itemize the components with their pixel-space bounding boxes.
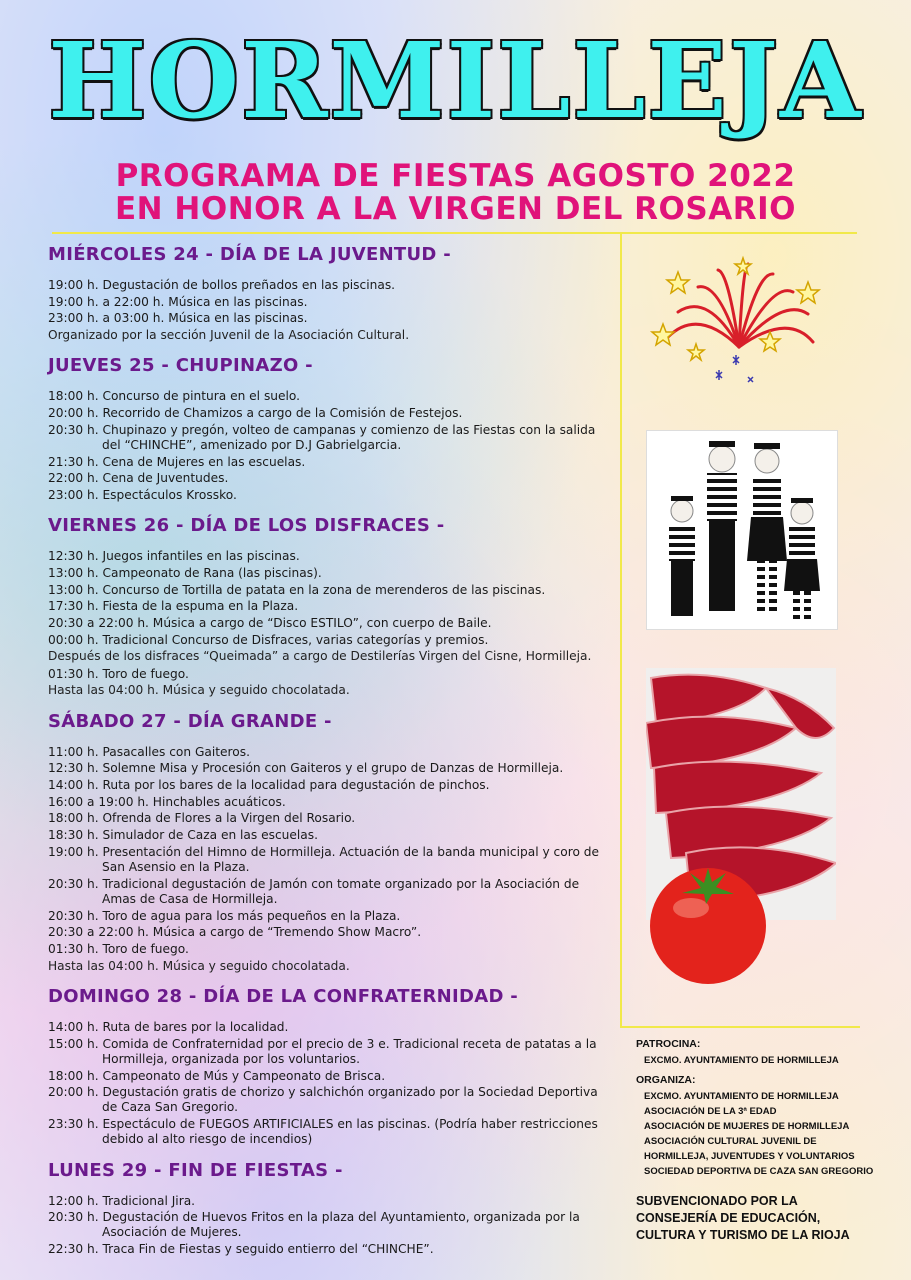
organizer-name: ASOCIACIÓN CULTURAL JUVENIL DE [644,1136,817,1147]
divider-vertical [620,232,622,1027]
day-block [48,1160,608,1258]
program-item: 23:00 h. a 03:00 h. Música en las piscinas. [48,311,308,326]
program-item: 15:00 h. Comida de Confraternidad por el precio de 3 e. Tradicional receta de patatas a la Hormilleja, organizada por los voluntarios. [48,1036,597,1066]
program-item: 16:00 a 19:00 h. Hinchables acuáticos. [48,794,286,809]
program-item: 20:30 a 22:00 h. Música a cargo de “Disco ESTILO”, con cuerpo de Baile. [48,616,492,631]
day-heading: LUNES 29 - FIN DE FIESTAS - [48,1159,343,1181]
program-item: 22:30 h. Traca Fin de Fiestas y seguido entierro del “CHINCHE”. [48,1242,434,1257]
day-heading: MIÉRCOLES 24 - DÍA DE LA JUVENTUD - [48,244,452,265]
program-item: 12:30 h. Solemne Misa y Procesión con Gaiteros y el grupo de Danzas de Hormilleja. [48,761,564,776]
day-heading: JUEVES 25 - CHUPINAZO - [48,355,313,377]
program-item: 20:30 h. Tradicional degustación de Jamón con tomate organizado por la Asociación de Amas de Casa de Hormilleja. [48,876,580,906]
program-item: 19:00 h. a 22:00 h. Música en las piscinas. [48,294,308,309]
program-item: 01:30 h. Toro de fuego. [48,942,189,956]
program-item: 00:00 h. Tradicional Concurso de Disfraces, varias categorías y premios. [48,632,489,647]
organiza-label: ORGANIZA: [636,1074,696,1086]
program-item: 14:00 h. Ruta por los bares de la localidad para degustación de pinchos. [48,777,490,792]
festival-program [48,244,608,1269]
program-item: 20:00 h. Recorrido de Chamizos a cargo de la Comisión de Festejos. [48,406,463,421]
organizer-name: HORMILLEJA, JUVENTUDES Y VOLUNTARIOS [644,1151,855,1162]
mimes-photo [646,430,838,630]
day-block [48,355,608,503]
program-item: 23:00 h. Espectáculos Krossko. [48,488,237,503]
program-item: 18:30 h. Simulador de Caza en las escuelas. [48,828,318,843]
divider-sponsors [620,1026,860,1028]
day-block [48,244,608,343]
program-item: 18:00 h. Campeonato de Mús y Campeonato de Brisca. [48,1068,386,1083]
program-item: 13:00 h. Campeonato de Rana (las piscinas). [48,565,322,580]
program-note: Hasta las 04:00 h. Música y seguido chocolatada. [48,683,350,698]
day-heading: VIERNES 26 - DÍA DE LOS DISFRACES - [48,515,445,537]
day-block [48,711,608,974]
program-item: 18:00 h. Concurso de pintura en el suelo. [48,389,301,404]
program-item: 11:00 h. Pasacalles con Gaiteros. [48,744,250,759]
page-title: HORMILLEJA [48,19,863,142]
program-item: 20:30 a 22:00 h. Música a cargo de “Tremendo Show Macro”. [48,925,422,940]
program-item: 22:00 h. Cena de Juventudes. [48,471,229,486]
sponsors-block [636,1038,876,1257]
program-note: Después de los disfraces “Queimada” a cargo de Destilerías Virgen del Cisne, Hormilleja. [48,649,592,664]
program-item: 18:00 h. Ofrenda de Flores a la Virgen del Rosario. [48,811,356,826]
program-item: 20:30 h. Degustación de Huevos Fritos en la plaza del Ayuntamiento, organizada por la Asociación de Mujeres. [48,1210,580,1240]
program-item: 21:30 h. Cena de Mujeres en las escuelas. [48,454,306,469]
program-subtitle [0,160,911,226]
patrocina-label: PATROCINA: [636,1038,701,1050]
program-note: Organizado por la sección Juvenil de la Asociación Cultural. [48,328,410,343]
program-item: 20:00 h. Degustación gratis de chorizo y salchichón organizado por la Sociedad Deportiva de Caza San Gregorio. [48,1085,598,1115]
day-block [48,986,608,1148]
subtitle-line-1: PROGRAMA DE FIESTAS AGOSTO 2022 [115,158,796,194]
ham-tomato-photo [646,668,836,988]
fireworks-illustration [648,252,830,392]
organizer-name: SOCIEDAD DEPORTIVA DE CAZA SAN GREGORIO [644,1166,874,1177]
program-item: 23:30 h. Espectáculo de FUEGOS ARTIFICIALES en las piscinas. (Podría haber restricciones debido al alto riesgo de incendios) [48,1117,598,1147]
program-item: 01:30 h. Toro de fuego. [48,666,189,681]
organizer-name: ASOCIACIÓN DE LA 3ª EDAD [644,1106,777,1117]
program-item: 12:00 h. Tradicional Jira. [48,1193,196,1208]
organizer-name: ASOCIACIÓN DE MUJERES DE HORMILLEJA [644,1121,850,1132]
organizer-name: EXCMO. AYUNTAMIENTO DE HORMILLEJA [644,1091,839,1102]
program-item: 19:00 h. Degustación de bollos preñados en las piscinas. [48,278,396,292]
program-item: 20:30 h. Toro de agua para los más pequeños en la Plaza. [48,908,401,923]
program-item: 12:30 h. Juegos infantiles en las piscinas. [48,549,300,564]
subsidy-note: SUBVENCIONADO POR LA CONSEJERÍA DE EDUCACIÓN, CULTURA Y TURISMO DE LA RIOJA [636,1194,850,1242]
program-item: 14:00 h. Ruta de bares por la localidad. [48,1019,289,1034]
program-note: Hasta las 04:00 h. Música y seguido chocolatada. [48,958,350,973]
day-heading: DOMINGO 28 - DÍA DE LA CONFRATERNIDAD - [48,985,519,1007]
day-block [48,515,608,698]
sponsor-name: EXCMO. AYUNTAMIENTO DE HORMILLEJA [644,1055,839,1066]
divider-horizontal [52,232,857,234]
program-item: 20:30 h. Chupinazo y pregón, volteo de campanas y comienzo de las Fiestas con la salida del “CHINCHE”, amenizado por D.J Gabrielgarcia. [48,422,596,452]
day-heading: SÁBADO 27 - DÍA GRANDE - [48,710,332,732]
program-item: 13:00 h. Concurso de Tortilla de patata en la zona de merenderos de las piscinas. [48,582,546,597]
program-item: 19:00 h. Presentación del Himno de Hormilleja. Actuación de la banda municipal y coro de San Asensio en la Plaza. [48,844,600,874]
program-item: 17:30 h. Fiesta de la espuma en la Plaza. [48,599,299,614]
subtitle-line-2: EN HONOR A LA VIRGEN DEL ROSARIO [114,191,796,227]
